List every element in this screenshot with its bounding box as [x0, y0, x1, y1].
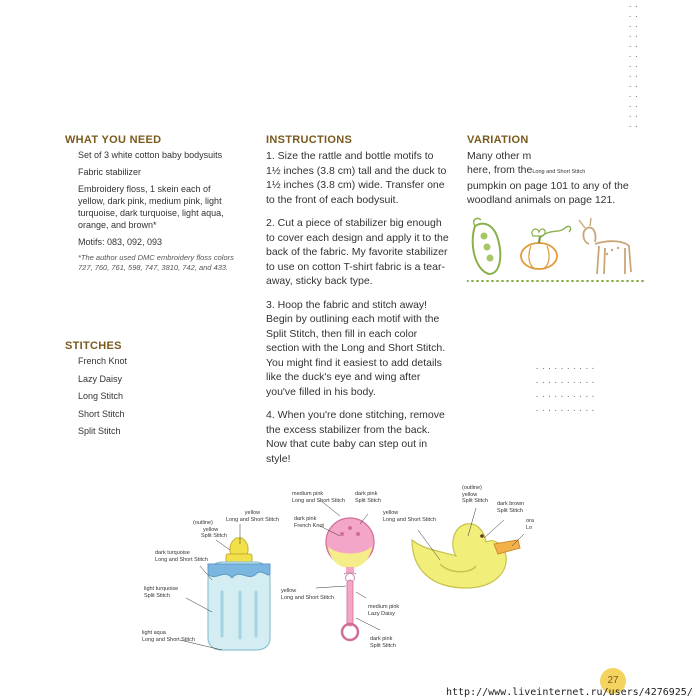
list-item: Motifs: 083, 092, 093: [78, 237, 163, 247]
variation-rest: pumpkin on page 101 to any of the woodland animals on page 121.: [467, 180, 629, 206]
instruction-step: 2. Cut a piece of stabilizer big enough to cover each design and apply it to the back of the fabric. My favorite stabilizer to use on cotton T-shirt fabric is a tear-away, sticky back type.: [266, 217, 449, 287]
stitches-heading: STITCHES: [65, 340, 122, 352]
variation-line1: Many other m: [467, 150, 532, 162]
instruction-step: 3. Hoop the fabric and stitch away! Begin by outlining each motif with the Split Stitch, then fill in each color section with the Long and Short Stitch. You might find it easiest to add details like the duck's eye and wing after you've filled in his body.: [266, 298, 446, 398]
duck-label-3: dark brown Split Stitch: [497, 501, 525, 514]
instructions-heading: INSTRUCTIONS: [266, 134, 353, 146]
list-item: Fabric stabilizer: [78, 167, 142, 177]
author-note: *The author used DMC embroidery floss colors 727, 760, 761, 598, 747, 3810, 742, and 433.: [78, 253, 234, 272]
label-leader-lines: [0, 480, 698, 680]
instruction-step: 1. Size the rattle and bottle motifs to 1½ inches (3.8 cm) tall and the duck to 1½ inches (3.8 cm) wide. Transfer one to the front of each bodysuit.: [266, 150, 447, 206]
bottle-label-1: yellow Long and Short Stitch: [226, 510, 279, 523]
list-item: Set of 3 white cotton baby bodysuits: [78, 150, 223, 160]
variation-heading: VARIATION: [467, 134, 529, 146]
instruction-step: 4. When you're done stitching, remove the excess stabilizer from the back. Now that cute baby can step out in style!: [266, 409, 445, 465]
variation-illustrations: [467, 214, 647, 284]
duck-label-2: (outline) yellow Split Stitch: [462, 485, 488, 504]
page-number-badge: 27: [600, 668, 626, 694]
rattle-label-3: dark pink French Knot: [294, 516, 324, 529]
scan-noise: ·· ·· ·· ·· ·· ·· ·· ·· ·· ·· ·· ·· ··: [628, 3, 641, 131]
bottle-label-5: light aqua Long and Short Stitch: [142, 630, 195, 643]
deer-icon: [579, 218, 631, 274]
variation-section: [467, 134, 647, 216]
rattle-label-2: dark pink Split Stitch: [355, 491, 381, 504]
variation-inline-label: Long and Short Stitch: [532, 169, 586, 175]
list-item: Lazy Daisy: [78, 373, 123, 384]
bottle-label-3: dark turquoise Long and Short Stitch: [155, 550, 208, 563]
scan-noise: ·········· ·········· ·········· ··········: [535, 365, 598, 415]
what-you-need-section: [65, 134, 240, 273]
bottle-label-2: (outline) yellow Split Stitch: [193, 520, 227, 539]
what-you-need-heading: WHAT YOU NEED: [65, 134, 162, 146]
rattle-label-4: yellow Long and Short Stitch: [281, 588, 334, 601]
list-item: Split Stitch: [78, 426, 121, 436]
duck-label-4: ora Lo: [526, 518, 534, 531]
rattle-label-5: medium pink Lazy Daisy: [368, 604, 400, 617]
rattle-label-6: dark pink Split Stitch: [370, 636, 396, 649]
instructions-section: [266, 134, 450, 475]
pumpkin-icon: [521, 226, 571, 269]
footer-url[interactable]: http://www.liveinternet.ru/users/4276925/: [446, 687, 693, 698]
variation-text: [467, 149, 647, 207]
rattle-label-1: medium pink Long and Short Stitch: [292, 491, 345, 504]
list-item: Long Stitch: [78, 391, 124, 401]
bottle-label-4: light turquoise Split Stitch: [144, 586, 179, 599]
stitches-section: [65, 340, 240, 443]
pea-pod-icon: [473, 218, 501, 274]
variation-line2b: e: [526, 164, 533, 176]
variation-line2: here, from th: [467, 164, 527, 176]
list-item: Short Stitch: [78, 408, 125, 419]
list-item: French Knot: [78, 356, 128, 366]
list-item: Embroidery floss, 1 skein each of yellow, dark pink, medium pink, light turquoise, dark turquoise, light aqua, orange, and brown*: [78, 184, 224, 230]
duck-label-1: yellow Long and Short Stitch: [383, 510, 436, 523]
